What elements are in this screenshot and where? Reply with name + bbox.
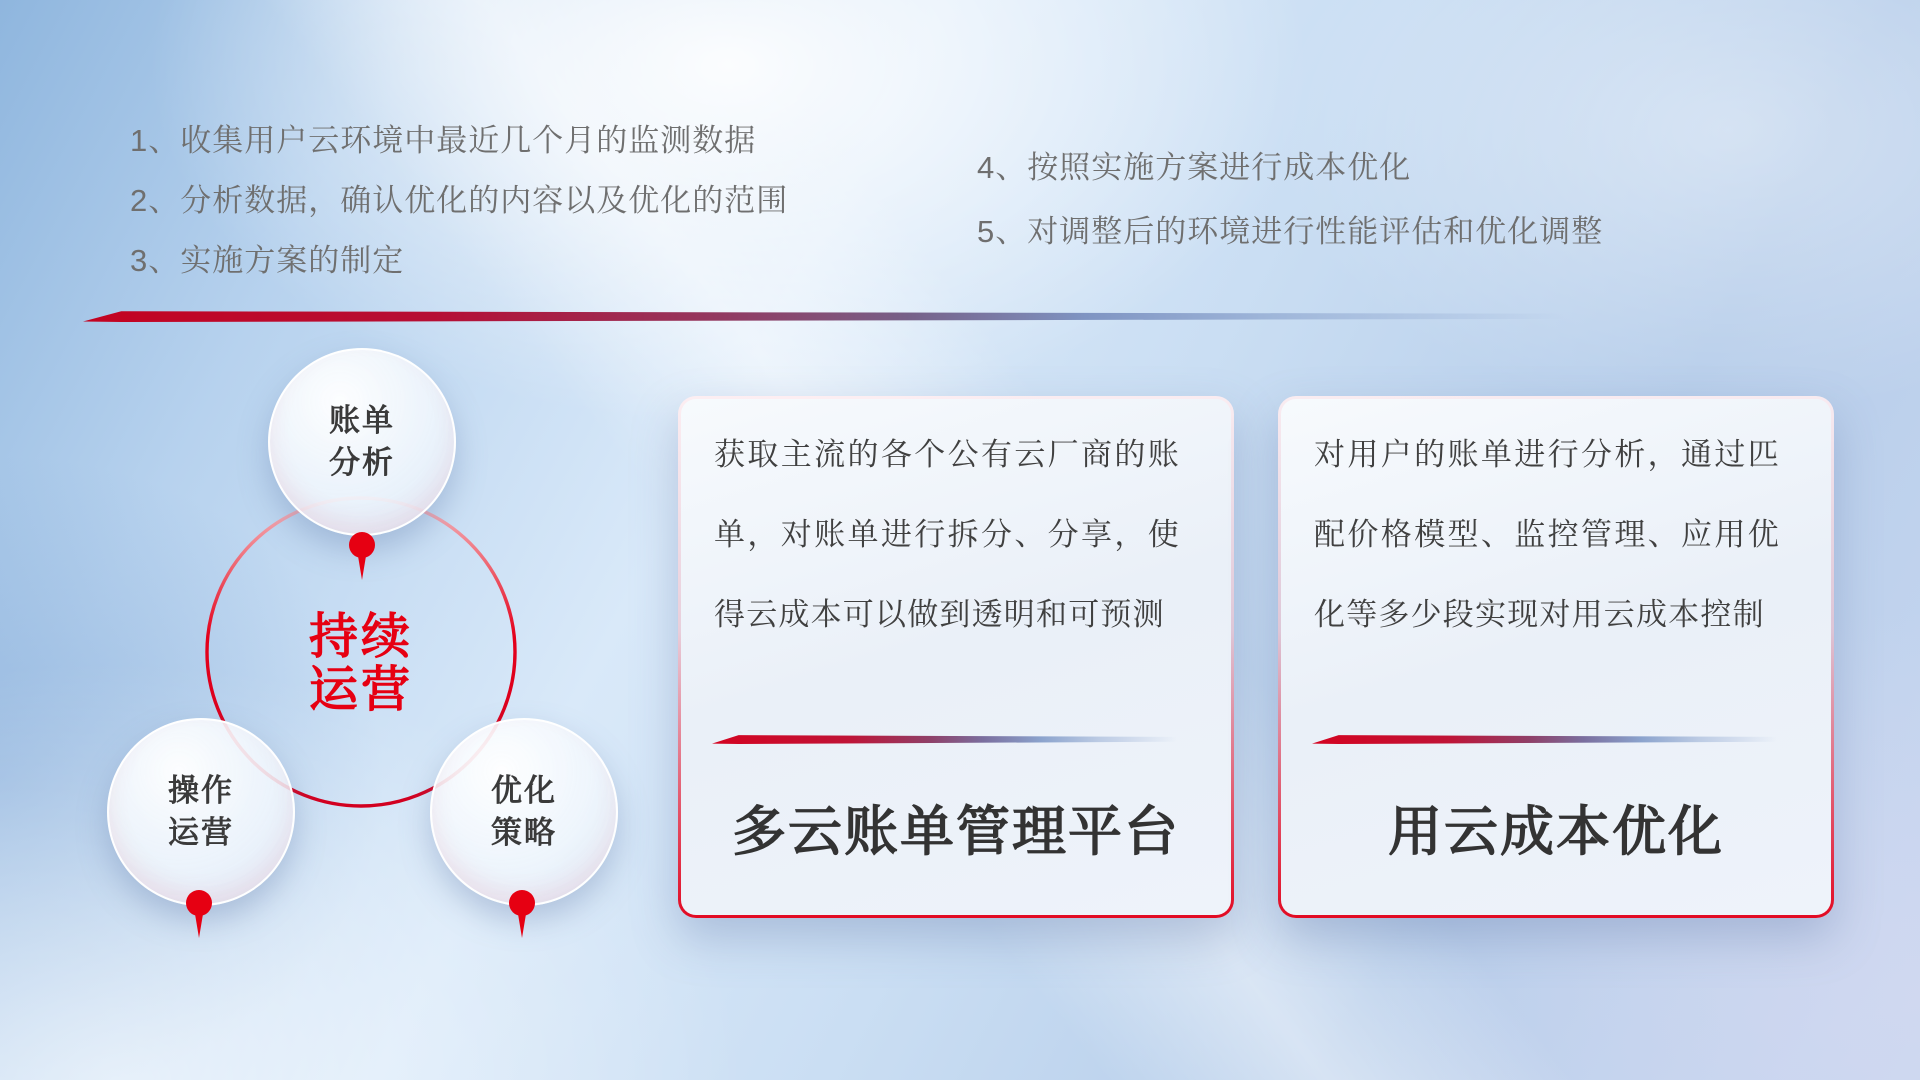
cycle-node-operations [107,718,295,906]
card-description: 获取主流的各个公有云厂商的账单，对账单进行拆分、分享，使得云成本可以做到透明和可预测 [714,437,1180,632]
process-step-5: 5、对调整后的环境进行性能评估和优化调整 [977,214,1604,249]
cycle-node-label: 操作 [168,773,234,808]
cycle-node-bill-analysis [268,348,456,536]
cycle-center-label [261,611,461,717]
process-steps-right [977,136,1603,264]
process-step-1: 1、收集用户云环境中最近几个月的监测数据 [130,123,757,158]
card-description: 对用户的账单进行分析，通过匹配价格模型、监控管理、应用优化等多少段实现对用云成本控制 [1314,437,1780,632]
cycle-node-label: 分析 [329,445,395,480]
card-title: 多云账单管理平台 [732,802,1180,862]
card-divider-line [712,735,1196,744]
cycle-node-label: 优化 [491,773,557,808]
cycle-center-line2: 运营 [308,663,413,717]
cycle-pin-dot [186,890,212,916]
cycle-pin-dot [349,532,375,558]
process-steps-left [130,111,788,291]
cycle-pin-dot [509,890,535,916]
card-divider-line [1312,735,1796,744]
section-divider-line [83,311,1675,322]
card-title: 用云成本优化 [1388,802,1724,862]
cycle-node-label: 策略 [491,815,557,850]
cycle-node-label: 运营 [168,815,234,850]
card-surface [1281,399,1831,915]
card-cloud-cost-optimization [1278,396,1834,918]
card-multicloud-billing-platform [678,396,1234,918]
card-surface [681,399,1231,915]
process-step-3: 3、实施方案的制定 [130,243,405,278]
process-step-4: 4、按照实施方案进行成本优化 [977,150,1412,185]
cycle-center-line1: 持续 [308,610,413,664]
process-step-2: 2、分析数据，确认优化的内容以及优化的范围 [130,183,789,218]
cycle-node-label: 账单 [329,403,395,438]
cycle-node-optimization-strategy [430,718,618,906]
